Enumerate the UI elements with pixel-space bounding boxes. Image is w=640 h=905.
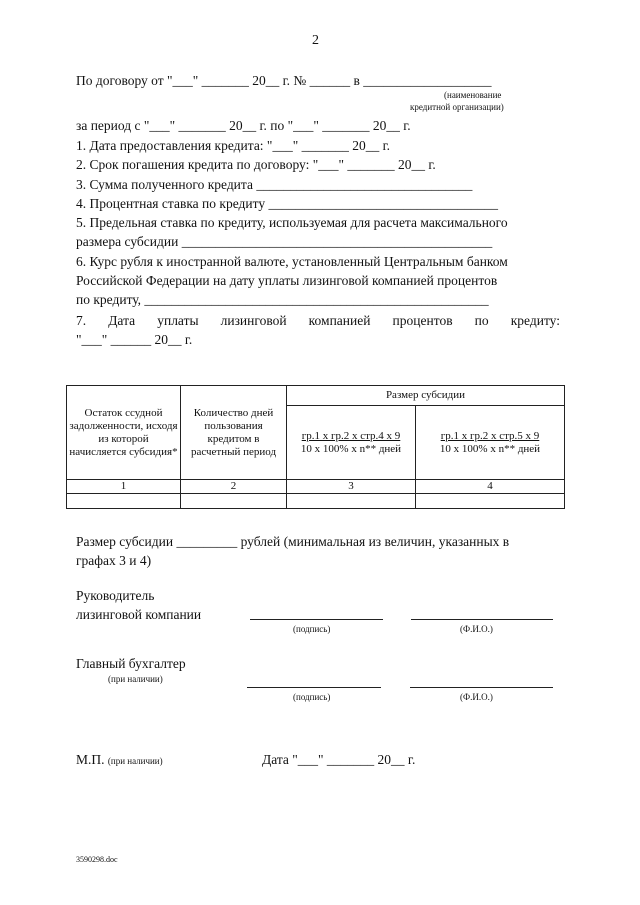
header-subsidy-size: Размер субсидии: [287, 386, 565, 406]
header-balance: Остаток ссудной задолженности, исходя из которой начисляется субсидия*: [67, 386, 181, 480]
accountant-if-any: (при наличии): [108, 674, 163, 684]
accountant-title: Главный бухгалтер: [76, 656, 186, 671]
item-4: 4. Процентная ставка по кредиту __________________________________: [76, 196, 498, 211]
bank-label-2: кредитной организации): [410, 102, 504, 112]
subsidy-table: [66, 385, 565, 509]
item-3: 3. Сумма полученного кредита ________________________________: [76, 177, 473, 192]
item-2: 2. Срок погашения кредита по договору: "___" _______ 20__ г.: [76, 157, 436, 172]
formula-3-numerator: гр.1 x гр.2 x стр.4 x 9: [301, 429, 401, 442]
accountant-name-label: (Ф.И.О.): [460, 692, 493, 702]
date-line: Дата "___" _______ 20__ г.: [262, 752, 416, 767]
head-title-1: Руководитель: [76, 588, 155, 603]
head-signature-label: (подпись): [293, 624, 331, 634]
item-6-line-1: 6. Курс рубля к иностранной валюте, установленный Центральным банком: [76, 254, 508, 269]
empty-cell: [67, 494, 181, 509]
empty-cell: [181, 494, 287, 509]
page-number: 2: [312, 33, 319, 48]
head-signature-line: [250, 619, 383, 620]
formula-col-3: [287, 406, 416, 480]
item-7-line-1: 7. Дата уплаты лизинговой компанией процентов по кредиту:: [76, 313, 560, 328]
item-5-line-2: размера субсидии ______________________________________________: [76, 234, 493, 249]
empty-cell: [287, 494, 416, 509]
bank-label-1: (наименование: [444, 90, 502, 100]
formula-3-denominator: 10 x 100% x n** дней: [300, 442, 402, 455]
accountant-signature-label: (подпись): [293, 692, 331, 702]
accountant-name-line: [410, 687, 553, 688]
item-7-line-2: "___" ______ 20__ г.: [76, 332, 193, 347]
head-name-line: [411, 619, 553, 620]
head-name-label: (Ф.И.О.): [460, 624, 493, 634]
empty-cell: [416, 494, 565, 509]
formula-col-4: [416, 406, 565, 480]
formula-4-numerator: гр.1 x гр.2 x стр.5 x 9: [440, 429, 540, 442]
item-6-line-3: по кредиту, ___________________________________________________: [76, 292, 489, 307]
subsidy-amount-line-1: Размер субсидии _________ рублей (минимальная из величин, указанных в: [76, 534, 510, 549]
column-number-1: 1: [67, 480, 181, 494]
item-6-line-2: Российской Федерации на дату уплаты лизинговой компанией процентов: [76, 273, 498, 288]
file-footer: 3590298.doc: [76, 855, 118, 864]
formula-4-denominator: 10 x 100% x n** дней: [439, 442, 541, 455]
stamp-place: [76, 751, 163, 768]
stamp-mp: М.П.: [76, 752, 105, 767]
subsidy-amount-line-2: графах 3 и 4): [76, 553, 152, 568]
item-1: 1. Дата предоставления кредита: "___" _______ 20__ г.: [76, 138, 390, 153]
stamp-note: (при наличии): [107, 756, 163, 766]
item-5-line-1: 5. Предельная ставка по кредиту, используемая для расчета максимального: [76, 215, 508, 230]
head-title-2: лизинговой компании: [76, 607, 202, 622]
column-number-2: 2: [181, 480, 287, 494]
accountant-signature-line: [247, 687, 381, 688]
column-number-3: 3: [287, 480, 416, 494]
header-days: Количество дней пользования кредитом в расчетный период: [181, 386, 287, 480]
contract-line: По договору от "___" _______ 20__ г. № ______ в ___________________: [76, 73, 492, 88]
period-line: за период с "___" _______ 20__ г. по "___" _______ 20__ г.: [76, 118, 411, 133]
column-number-4: 4: [416, 480, 565, 494]
